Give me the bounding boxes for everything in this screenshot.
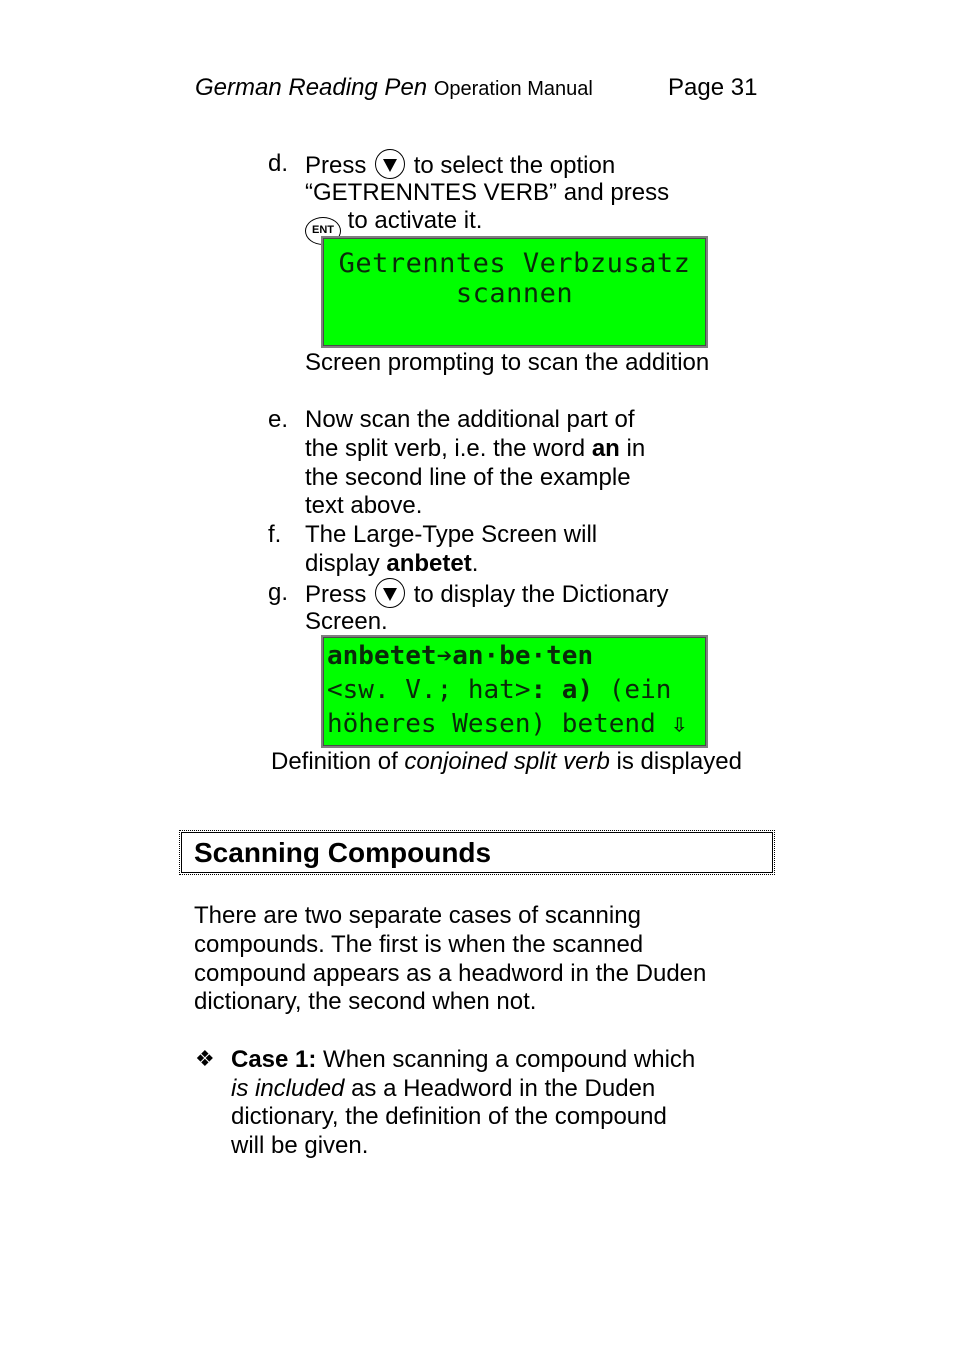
step-e-marker: e. bbox=[268, 406, 289, 433]
screen2-caption-pre: Definition of bbox=[271, 748, 405, 775]
right-arrow-icon: ➔ bbox=[436, 641, 453, 671]
section-title: Scanning Compounds bbox=[194, 837, 492, 868]
step-e-line4: text above. bbox=[305, 492, 423, 519]
step-d-marker: d. bbox=[268, 150, 289, 177]
case1-label: Case 1: bbox=[231, 1046, 317, 1073]
section-heading-box bbox=[181, 832, 773, 873]
step-d-line1 bbox=[305, 149, 615, 180]
diamond-bullet-icon: ❖ bbox=[195, 1046, 215, 1071]
step-f-word-anbetet: anbetet bbox=[386, 550, 472, 577]
step-f-line2-pre: display bbox=[305, 550, 387, 577]
step-g-line2: Screen. bbox=[305, 608, 388, 635]
manual-subtitle: Operation Manual bbox=[433, 78, 593, 100]
step-d-press: Press bbox=[305, 152, 367, 179]
down-arrow-button-icon bbox=[375, 149, 405, 179]
section-para-line1: There are two separate cases of scanning bbox=[194, 902, 641, 929]
lcd1-line1: Getrenntes Verbzusatz bbox=[338, 248, 691, 279]
step-d-line2: “GETRENNTES VERB” and press bbox=[305, 179, 670, 206]
lcd2-line2-rest: (ein bbox=[593, 675, 672, 705]
ent-button-icon: ENT bbox=[305, 217, 341, 245]
step-e-line1: Now scan the additional part of bbox=[305, 406, 635, 433]
page-number: Page 31 bbox=[668, 74, 758, 101]
step-d-line1-rest: to select the option bbox=[413, 152, 616, 179]
lcd2-sense-a: : a) bbox=[530, 675, 594, 705]
section-para-line3: compound appears as a headword in the Duden bbox=[194, 960, 707, 987]
screen1-caption: Screen prompting to scan the addition bbox=[305, 349, 710, 376]
step-g-line1-rest: to display the Dictionary bbox=[413, 581, 669, 608]
lcd2-headword: anbetet bbox=[327, 641, 437, 671]
section-para-line4: dictionary, the second when not. bbox=[194, 988, 537, 1015]
step-g-press: Press bbox=[305, 581, 367, 608]
step-f-marker: f. bbox=[268, 521, 282, 548]
step-f-line2-post: . bbox=[471, 550, 479, 577]
screen2-caption-italic: conjoined split verb bbox=[404, 748, 610, 775]
lcd2-grammar: <sw. V.; hat> bbox=[327, 675, 531, 705]
lcd2-lemma: an·be·ten bbox=[452, 641, 594, 671]
case1-line1 bbox=[231, 1045, 695, 1074]
screen2-caption bbox=[271, 747, 742, 776]
step-g-marker: g. bbox=[268, 579, 289, 606]
step-e-line2 bbox=[305, 434, 645, 463]
lcd2-line3-text: höheres Wesen) betend bbox=[327, 709, 656, 739]
page-header-title bbox=[195, 74, 593, 102]
lcd2-line2 bbox=[327, 675, 671, 705]
case1-line2-italic: is included bbox=[231, 1075, 345, 1102]
section-para-line2: compounds. The first is when the scanned bbox=[194, 931, 644, 958]
case1-line1-rest: When scanning a compound which bbox=[316, 1046, 696, 1073]
lcd2-line3 bbox=[327, 709, 687, 739]
case1-line2 bbox=[231, 1074, 655, 1103]
case1-line2-rest: as a Headword in the Duden bbox=[344, 1075, 656, 1102]
case1-line3: dictionary, the definition of the compound bbox=[231, 1103, 667, 1130]
down-arrow-button-icon bbox=[375, 578, 405, 608]
step-g-line1 bbox=[305, 578, 669, 609]
lcd-screen-scan-prompt bbox=[321, 236, 708, 348]
step-f-line1: The Large-Type Screen will bbox=[305, 521, 598, 548]
case1-line4: will be given. bbox=[231, 1132, 369, 1159]
step-f-line2 bbox=[305, 549, 478, 578]
step-e-word-an: an bbox=[591, 435, 620, 462]
scroll-down-arrow-icon: ⇩ bbox=[671, 709, 688, 739]
step-e-line2-pre: the split verb, i.e. the word bbox=[305, 435, 592, 462]
lcd2-line1 bbox=[327, 641, 593, 671]
step-e-line3: the second line of the example bbox=[305, 464, 631, 491]
step-d-line3-rest: to activate it. bbox=[347, 207, 483, 234]
screen2-caption-post: is displayed bbox=[609, 748, 742, 775]
lcd1-line2: scannen bbox=[455, 278, 574, 309]
manual-title: German Reading Pen bbox=[195, 74, 428, 101]
lcd-screen-dictionary bbox=[321, 635, 708, 748]
step-e-line2-post: in bbox=[619, 435, 646, 462]
